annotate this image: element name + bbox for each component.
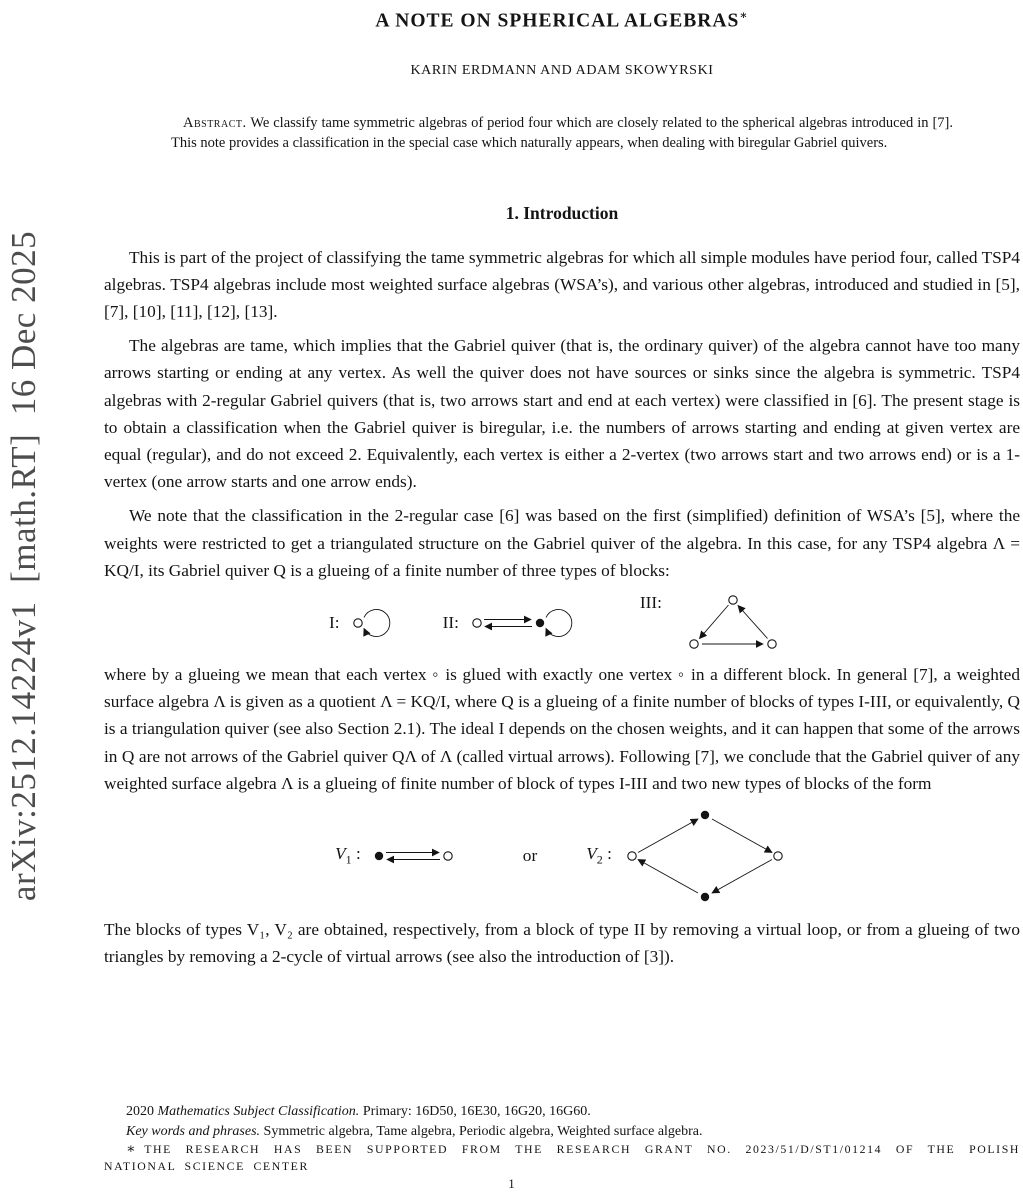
v2-colon: : xyxy=(607,844,612,864)
block-type-III xyxy=(640,591,795,655)
arrow-top-to-right xyxy=(712,819,772,853)
vertex-open-left xyxy=(690,640,698,648)
vertex-open-right xyxy=(774,852,782,860)
vertex-open-right xyxy=(768,640,776,648)
footnote-msc xyxy=(104,1102,1020,1122)
arrow-right-to-top xyxy=(738,605,768,638)
or-separator: or xyxy=(522,845,538,865)
msc-text: Primary: 16D50, 16E30, 16G20, 16G60. xyxy=(362,1104,591,1119)
block-II-diagram xyxy=(468,600,592,646)
vertex-open-left xyxy=(628,852,636,860)
block-II-label: II: xyxy=(442,612,459,632)
paper-title-text: A NOTE ON SPHERICAL ALGEBRAS xyxy=(375,10,740,32)
vertex-open-top xyxy=(729,596,737,604)
abstract xyxy=(171,113,953,153)
arxiv-watermark: arXiv:2512.14224v1 [math.RT] 16 Dec 2025 xyxy=(4,230,43,902)
v1-variable: V xyxy=(335,844,346,864)
footnotes xyxy=(104,1102,1020,1175)
paragraph-1: This is part of the project of classifying the tame symmetric algebras for which all simple modules have period four, called TSP4 algebras. TSP4 algebras include most weighted surface algebras (WSA’s), and various other algebras, introduced and studied in [5], [7], [10], [11], [12], [13]. xyxy=(104,247,1020,321)
paper-title xyxy=(104,8,1020,33)
paragraph-3: We note that the classification in the 2-regular case [6] was based on the first (simplified) definition of WSA’s [5], where the weights were restricted to get a triangulated structure on the Gabriel quiver of the algebra. In this case, for any TSP4 algebra Λ = KQ/I, its Gabriel quiver Q is a glueing of a finite number of three types of blocks: xyxy=(104,506,1020,580)
vertex-filled xyxy=(536,619,544,627)
keywords-text: Symmetric algebra, Tame algebra, Periodic algebra, Weighted surface algebra. xyxy=(263,1123,703,1139)
vertex-filled-top xyxy=(701,811,709,819)
block-III-diagram xyxy=(671,591,795,655)
keywords-label: Key words and phrases. xyxy=(126,1123,261,1139)
vertex-open xyxy=(473,619,481,627)
abstract-text: We classify tame symmetric algebras of period four which are closely related to the spherical algebras introduced in [7]. This note provides a classification in the special case which naturally appears, when dealing with biregular Gabriel quivers. xyxy=(171,114,953,151)
block-type-I xyxy=(329,600,395,646)
page-number: 1 xyxy=(508,1176,515,1191)
msc-year: 2020 xyxy=(126,1104,154,1119)
section-number: 1. xyxy=(505,202,519,223)
paragraph-5: The blocks of types V₁, V₂ are obtained, respectively, from a block of type II by removing a virtual loop, or from a glueing of two triangles by removing a 2-cycle of virtual arrows (see also the introduction of [3]). xyxy=(104,919,1020,967)
arrow-bottom-to-left xyxy=(638,859,698,893)
title-footnote-mark: ∗ xyxy=(739,8,749,22)
block-type-II xyxy=(443,600,592,646)
vertex-filled xyxy=(375,852,383,860)
v2-label xyxy=(586,844,612,867)
v2-subscript: 2 xyxy=(596,852,603,867)
v-block-types-figure xyxy=(104,804,1020,908)
block-I-label: I: xyxy=(329,612,340,632)
grant-footnote-mark: ∗ xyxy=(126,1142,136,1157)
paper-content xyxy=(104,0,1020,977)
footnote-keywords xyxy=(104,1122,1020,1142)
vertex-open xyxy=(444,852,452,860)
loop-arrow xyxy=(364,609,390,636)
footnote-grant xyxy=(104,1141,1020,1175)
block-I-diagram xyxy=(349,600,395,646)
block-type-V1 xyxy=(335,843,474,869)
grant-footnote-text: THE RESEARCH HAS BEEN SUPPORTED FROM THE RESEARCH GRANT NO. 2023/51/D/ST1/01214 OF THE POLISH NATIONAL SCIENCE CENTER xyxy=(104,1142,1020,1173)
vertex-filled-bottom xyxy=(701,893,709,901)
paragraph-2: The algebras are tame, which implies that the Gabriel quiver (that is, the ordinary quiver) of the algebra cannot have too many arrows starting or ending at any vertex. As well the quiver does not have sources or sinks since the algebra is symmetric. TSP4 algebras with 2-regular Gabriel quivers (that is, two arrows start and end at each vertex) were classified in [6]. The present stage is to obtain a classification when the Gabriel quiver is biregular, i.e. the numbers of arrows starting and ending at given vertex are equal (regular), and do not exceed 2. Equivalently, each vertex is either a 2-vertex (two arrows start and two arrows end) or is a 1-vertex (one arrow starts and one arrow ends). xyxy=(104,336,1020,492)
block-types-figure xyxy=(104,591,1020,655)
v1-subscript: 1 xyxy=(345,852,352,867)
arrow-right-to-bottom xyxy=(712,859,772,893)
v2-variable: V xyxy=(586,844,597,864)
v1-colon: : xyxy=(355,844,361,864)
loop-arrow xyxy=(546,609,572,636)
block-V1-diagram xyxy=(370,843,474,869)
paragraph-4: where by a glueing we mean that each vertex ◦ is glued with exactly one vertex ◦ in a different block. In general [7], a weighted surface algebra Λ is given as a quotient Λ = KQ/I, where Q is a glueing of a finite number of blocks of types I-III, or equivalently, Q is a triangulation quiver (see also Section 2.1). The ideal I depends on the chosen weights, and it can happen that some of the arrows in Q are not arrows of the Gabriel quiver QΛ of Λ (called virtual arrows). Following [7], we conclude that the Gabriel quiver of any weighted surface algebra Λ is a glueing of finite number of block of types I-III and two new types of blocks of the form xyxy=(104,664,1020,793)
block-V2-diagram xyxy=(621,804,789,908)
abstract-label: Abstract. xyxy=(183,114,247,131)
vertex-open xyxy=(353,619,361,627)
section-heading xyxy=(104,203,1020,224)
arrow-top-to-left xyxy=(699,605,728,639)
section-title: Introduction xyxy=(523,202,619,223)
authors: KARIN ERDMANN AND ADAM SKOWYRSKI xyxy=(410,62,714,78)
block-type-V2 xyxy=(586,804,789,908)
block-III-label: III: xyxy=(639,592,662,612)
v1-label xyxy=(335,844,361,867)
arrow-left-to-top xyxy=(638,819,698,853)
msc-label: Mathematics Subject Classification. xyxy=(157,1104,360,1119)
